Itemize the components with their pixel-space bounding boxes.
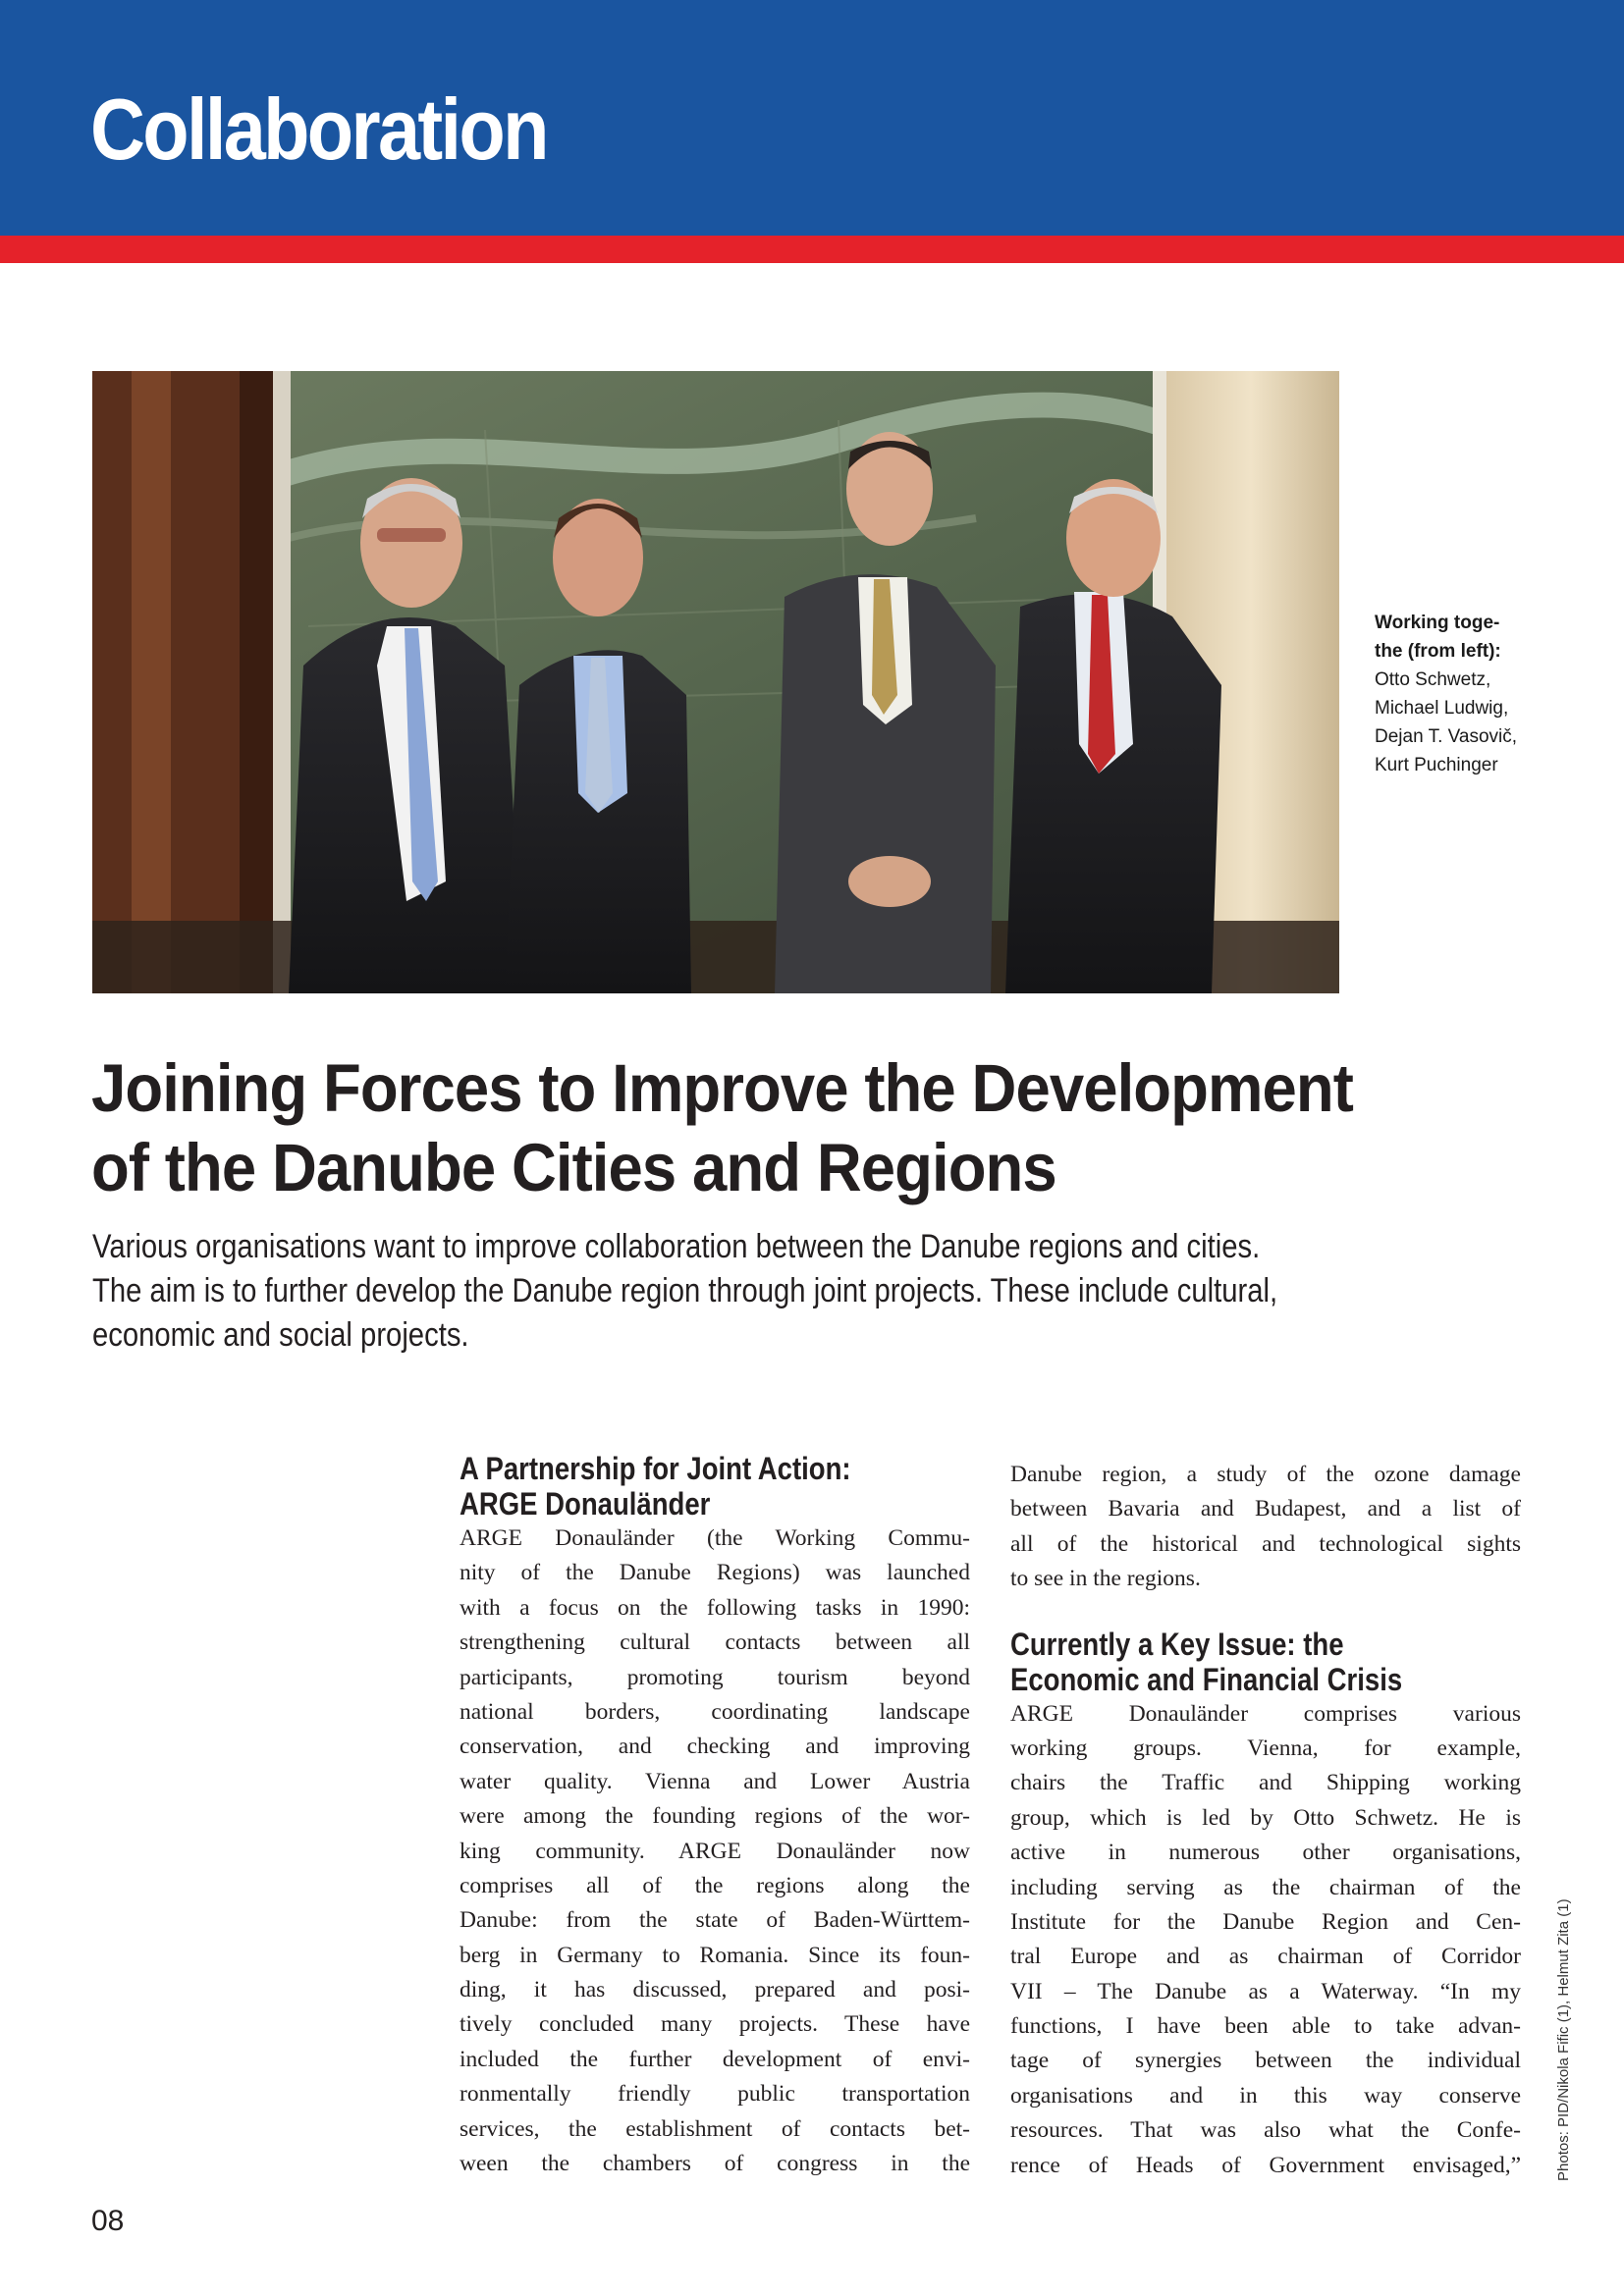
section-heading-line: A Partnership for Joint Action: (460, 1451, 851, 1486)
body-line: functions, I have been able to take advan- (1010, 2013, 1521, 2040)
headline-line: of the Danube Cities and Regions (91, 1130, 1056, 1205)
body-line: ronmentally friendly public transportation (460, 2081, 970, 2108)
article-intro (92, 1225, 1388, 1358)
column-right (1010, 1458, 1521, 2183)
body-line: water quality. Vienna and Lower Austria (460, 1768, 970, 1794)
body-line: tage of synergies between the individual (1010, 2048, 1521, 2074)
caption-line: Otto Schwetz, (1375, 669, 1491, 690)
body-line: berg in Germany to Romania. Since its foun- (460, 1942, 970, 1968)
body-line: services, the establishment of contacts bet- (460, 2115, 970, 2142)
body-line: group, which is led by Otto Schwetz. He is (1010, 1804, 1521, 1831)
body-line: Danube: from the state of Baden-Württem- (460, 1907, 970, 1934)
caption-line: Michael Ludwig, (1375, 698, 1509, 719)
body-line: ARGE Donauländer comprises various (1010, 1700, 1521, 1727)
body-line: Institute for the Danube Region and Cen- (1010, 1908, 1521, 1935)
article-headline (91, 1048, 1368, 1207)
body-line: including serving as the chairman of the (1010, 1874, 1521, 1900)
page-number: 08 (91, 2205, 125, 2237)
body-line: rence of Heads of Government envisaged,” (1010, 2152, 1521, 2178)
body-line: participants, promoting tourism beyond (460, 1664, 970, 1690)
headline-line: Joining Forces to Improve the Development (91, 1050, 1354, 1126)
section-body-continued (1010, 1458, 1521, 1597)
section-heading (1010, 1627, 1521, 1697)
body-line: national borders, coordinating landscape (460, 1698, 970, 1725)
body-line: ARGE Donauländer (the Working Commu- (460, 1525, 970, 1551)
caption-bold-line: Working toge- (1375, 613, 1500, 633)
section-heading (460, 1451, 970, 1522)
body-line: strengthening cultural contacts between all (460, 1629, 970, 1656)
body-line: tively concluded many projects. These have (460, 2011, 970, 2038)
body-line: between Bavaria and Budapest, and a list of (1010, 1496, 1521, 1522)
section-title: Collaboration (90, 80, 547, 178)
body-line: resources. That was also what the Confe- (1010, 2117, 1521, 2144)
body-line: Danube region, a study of the ozone damage (1010, 1462, 1521, 1487)
section-heading-line: ARGE Donauländer (460, 1486, 711, 1522)
body-line: to see in the regions. (1010, 1566, 1201, 1592)
section-heading-line: Currently a Key Issue: the (1010, 1626, 1344, 1662)
body-line: nity of the Danube Regions) was launched (460, 1560, 970, 1586)
body-line: all of the historical and technological sights (1010, 1530, 1521, 1557)
intro-line: Various organisations want to improve collaboration between the Danube regions and cities. (92, 1228, 1261, 1265)
body-line: king community. ARGE Donauländer now (460, 1838, 970, 1864)
section-body (1010, 1697, 1521, 2183)
body-line: conservation, and checking and improving (460, 1734, 970, 1760)
body-line: active in numerous other organisations, (1010, 1840, 1521, 1866)
section-body (460, 1522, 970, 2181)
header-stripe (0, 236, 1624, 263)
body-line: chairs the Traffic and Shipping working (1010, 1770, 1521, 1796)
intro-line: economic and social projects. (92, 1316, 469, 1354)
caption-line: Dejan T. Vasovič, (1375, 726, 1518, 747)
body-line: working groups. Vienna, for example, (1010, 1735, 1521, 1761)
body-line: ding, it has discussed, prepared and posi- (460, 1977, 970, 2003)
body-line: organisations and in this way conserve (1010, 2082, 1521, 2109)
caption-line: Kurt Puchinger (1375, 755, 1498, 775)
body-line: with a focus on the following tasks in 1990: (460, 1594, 970, 1621)
photo-credit: Photos: PID/Nikola Fific (1), Helmut Zita (1) (1555, 1898, 1572, 2181)
header-band (0, 0, 1624, 236)
intro-line: The aim is to further develop the Danube region through joint projects. These include cultural, (92, 1272, 1278, 1309)
caption-bold-line: the (from left): (1375, 641, 1501, 662)
section-heading-line: Economic and Financial Crisis (1010, 1661, 1403, 1697)
group-photo-illustration (92, 371, 1339, 993)
group-photo (92, 371, 1339, 993)
body-line: ween the chambers of congress in the (460, 2151, 970, 2177)
body-line: were among the founding regions of the wor- (460, 1803, 970, 1830)
body-line: tral Europe and as chairman of Corridor (1010, 1944, 1521, 1970)
photo-caption (1375, 609, 1571, 779)
column-left (460, 1451, 970, 2181)
body-line: VII – The Danube as a Waterway. “In my (1010, 1978, 1521, 2004)
body-line: included the further development of envi- (460, 2046, 970, 2072)
body-line: comprises all of the regions along the (460, 1872, 970, 1898)
